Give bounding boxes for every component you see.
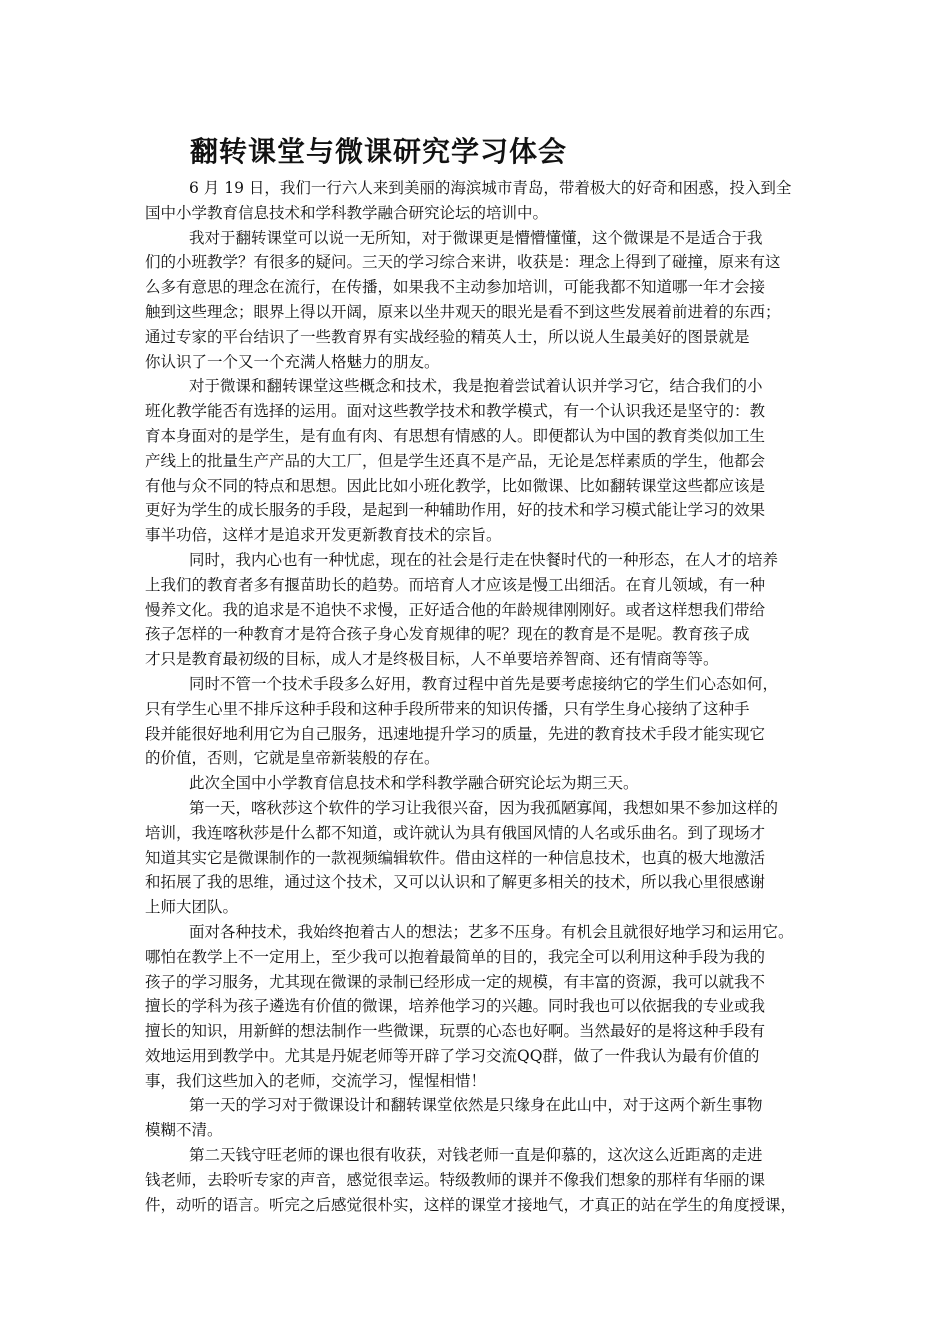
text-line: 的价值，否则，它就是皇帝新装般的存在。 — [145, 749, 440, 768]
text-line: 孩子的学习服务，尤其现在微课的录制已经形成一定的规模，有丰富的资源，我可以就我不 — [145, 972, 766, 991]
text-line: 第二天钱守旺老师的课也很有收获，对钱老师一直是仰慕的，这次这么近距离的走进 — [189, 1146, 763, 1165]
paragraph — [145, 1093, 817, 1143]
text-line: 钱老师，去聆听专家的声音，感觉很幸运。特级教师的课并不像我们想象的那样有华丽的课 — [145, 1170, 766, 1189]
text-line: 上师大团队。 — [145, 898, 239, 917]
document-body — [145, 176, 817, 1217]
text-line: 擅长的知识，用新鲜的想法制作一些微课，玩票的心态也好啊。当然最好的是将这种手段有 — [145, 1022, 766, 1041]
paragraph — [145, 226, 817, 375]
paragraph — [145, 920, 817, 1094]
text-line: 我对于翻转课堂可以说一无所知，对于微课更是懵懵懂懂，这个微课是不是适合于我 — [189, 228, 763, 247]
text-line: 第一天的学习对于微课设计和翻转课堂依然是只缘身在此山中，对于这两个新生事物 — [189, 1096, 763, 1115]
paragraph — [145, 176, 817, 226]
text-line: 育本身面对的是学生，是有血有肉、有思想有情感的人。即便都认为中国的教育类似加工生 — [145, 426, 766, 445]
text-line: 慢养文化。我的追求是不追快不求慢，正好适合他的年龄规律刚刚好。或者这样想我们带给 — [145, 600, 766, 619]
text-line: 班化教学能否有选择的运用。面对这些教学技术和教学模式，有一个认识我还是坚守的：教 — [145, 402, 766, 421]
text-line: 擅长的学科为孩子遴选有价值的微课，培养他学习的兴趣。同时我也可以依据我的专业或我 — [145, 997, 766, 1016]
paragraph — [145, 548, 817, 672]
paragraph — [145, 672, 817, 771]
text-line: 孩子怎样的一种教育才是符合孩子身心发育规律的呢？现在的教育是不是呢。教育孩子成 — [145, 625, 750, 644]
document-title: 翻转课堂与微课研究学习体会 — [190, 135, 568, 168]
text-line: 和拓展了我的思维，通过这个技术，又可以认识和了解更多相关的技术，所以我心里很感谢 — [145, 873, 766, 892]
text-line: 培训，我连喀秋莎是什么都不知道，或许就认为具有俄国风情的人名或乐曲名。到了现场才 — [145, 823, 766, 842]
text-line: 第一天，喀秋莎这个软件的学习让我很兴奋，因为我孤陋寡闻，我想如果不参加这样的 — [189, 798, 779, 817]
text-line: 们的小班教学？有很多的疑问。三天的学习综合来讲，收获是：理念上得到了碰撞，原来有这 — [145, 253, 781, 272]
text-line: 6 月 19 日，我们一行六人来到美丽的海滨城市青岛，带着极大的好奇和困惑，投入到全 — [189, 179, 792, 197]
text-line: 同时不管一个技术手段多么好用，教育过程中首先是要考虑接纳它的学生们心态如何， — [189, 674, 779, 693]
text-line: 有他与众不同的特点和思想。因此比如小班化教学，比如微课、比如翻转课堂这些都应该是 — [145, 476, 766, 495]
text-line: 你认识了一个又一个充满人格魅力的朋友。 — [145, 352, 440, 371]
text-line: 国中小学教育信息技术和学科教学融合研究论坛的培训中。 — [145, 203, 549, 222]
paragraph — [145, 796, 817, 920]
text-line: 更好为学生的成长服务的手段，是起到一种辅助作用，好的技术和学习模式能让学习的效果 — [145, 501, 766, 520]
text-line: 上我们的教育者多有揠苗助长的趋势。而培育人才应该是慢工出细活。在育儿领域，有一种 — [145, 575, 766, 594]
text-line: 事，我们这些加入的老师，交流学习，惺惺相惜！ — [145, 1071, 487, 1090]
paragraph — [145, 1143, 817, 1217]
text-line: 只有学生心里不排斥这种手段和这种手段所带来的知识传播，只有学生身心接纳了这种手 — [145, 699, 750, 718]
text-line: 哪怕在教学上不一定用上，至少我可以抱着最简单的目的，我完全可以利用这种手段为我的 — [145, 947, 766, 966]
text-line: 件，动听的语言。听完之后感觉很朴实，这样的课堂才接地气，才真正的站在学生的角度授课， — [145, 1195, 797, 1214]
text-line: 么多有意思的理念在流行，在传播，如果我不主动参加培训，可能我都不知道哪一年才会接 — [145, 278, 766, 297]
text-line: 此次全国中小学教育信息技术和学科教学融合研究论坛为期三天。 — [189, 774, 639, 793]
text-line: 同时，我内心也有一种忧虑，现在的社会是行走在快餐时代的一种形态，在人才的培养 — [189, 550, 779, 569]
text-line: 才只是教育最初级的目标，成人才是终极目标，人不单要培养智商、还有情商等等。 — [145, 650, 719, 669]
text-line: 对于微课和翻转课堂这些概念和技术，我是抱着尝试着认识并学习它，结合我们的小 — [189, 377, 763, 396]
text-line: 触到这些理念；眼界上得以开阔，原来以坐井观天的眼光是看不到这些发展着前进着的东西； — [145, 302, 781, 321]
text-line: 事半功倍，这样才是追求开发更新教育技术的宗旨。 — [145, 526, 502, 545]
paragraph — [145, 771, 817, 796]
text-line: 通过专家的平台结识了一些教育界有实战经验的精英人士，所以说人生最美好的图景就是 — [145, 327, 750, 346]
text-line: 模糊不清。 — [145, 1121, 223, 1140]
text-line: 面对各种技术，我始终抱着古人的想法；艺多不压身。有机会且就很好地学习和运用它。 — [189, 922, 794, 941]
paragraph — [145, 374, 817, 548]
text-line: 段并能很好地利用它为自己服务，迅速地提升学习的质量，先进的教育技术手段才能实现它 — [145, 724, 766, 743]
text-line: 知道其实它是微课制作的一款视频编辑软件。借由这样的一种信息技术，也真的极大地激活 — [145, 848, 766, 867]
text-line: 效地运用到教学中。尤其是丹妮老师等开辟了学习交流QQ群，做了一件我认为最有价值的 — [145, 1046, 760, 1065]
text-line: 产线上的批量生产产品的大工厂，但是学生还真不是产品，无论是怎样素质的学生，他都会 — [145, 451, 766, 470]
